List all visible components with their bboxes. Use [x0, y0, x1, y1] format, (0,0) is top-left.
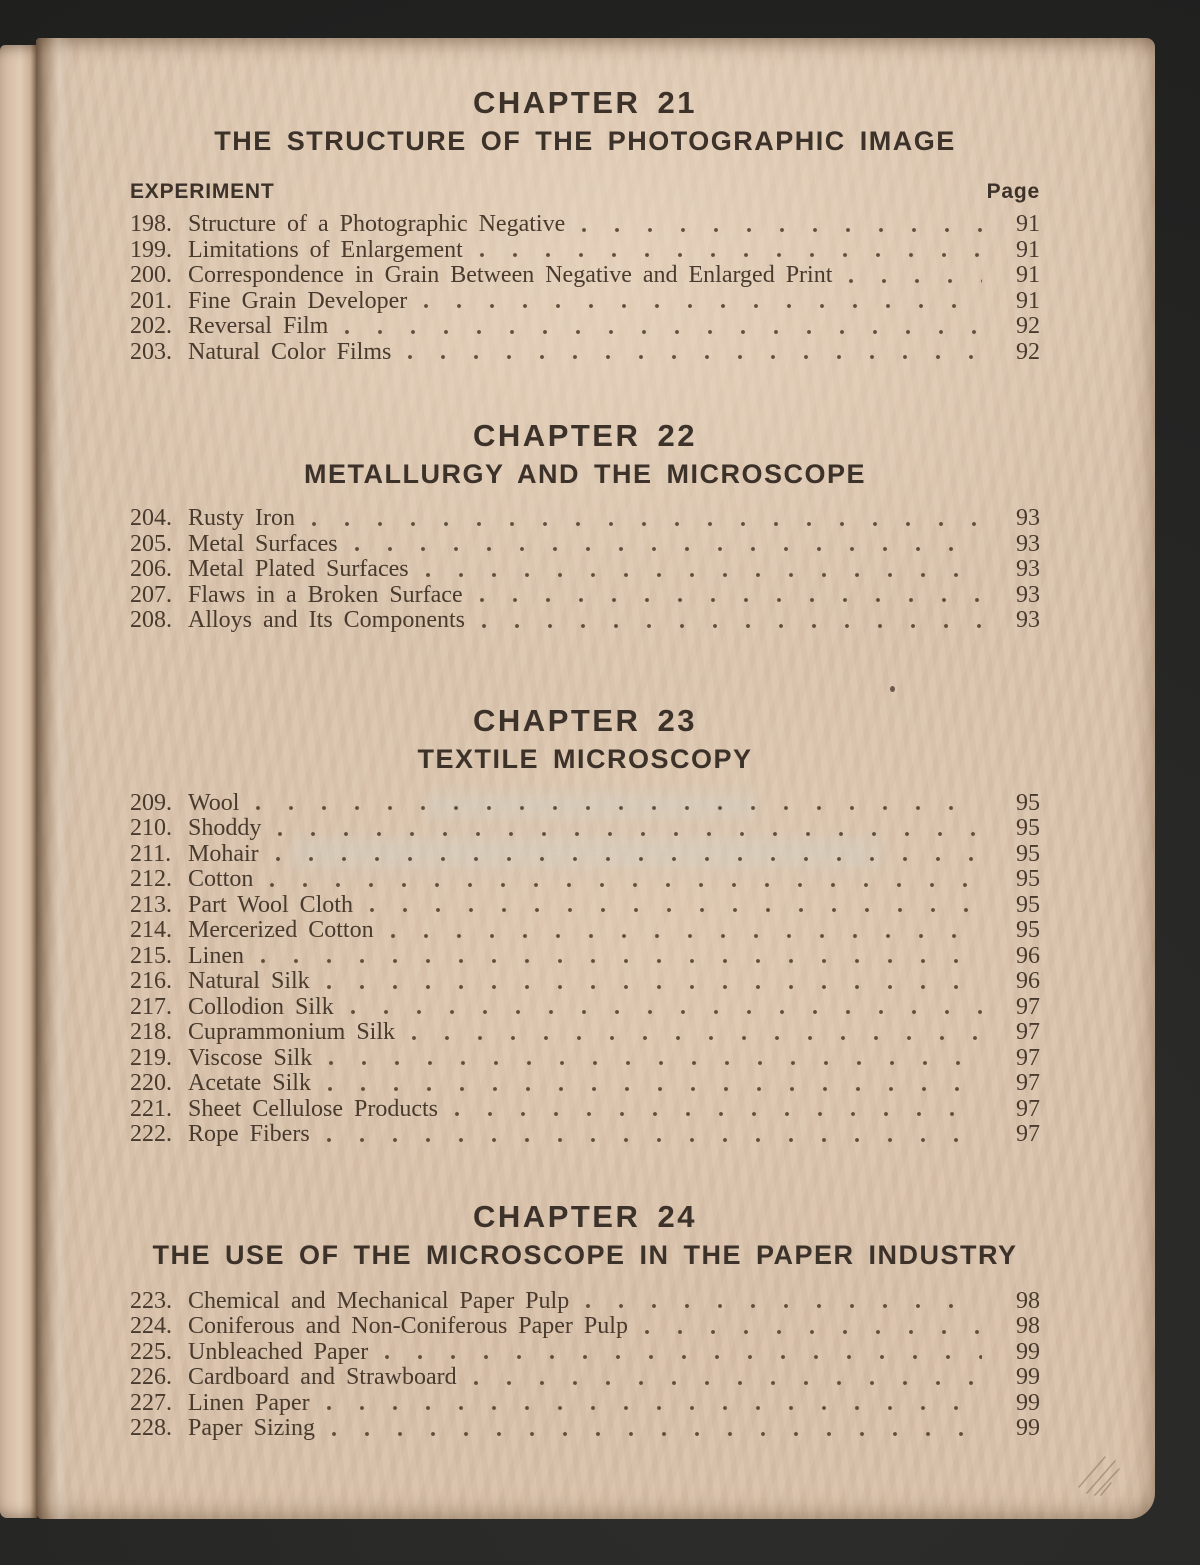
toc-entry-row [130, 212, 1040, 238]
entry-title: Cuprammonium Silk [188, 1019, 396, 1045]
toc-entry-row [130, 918, 1040, 944]
entry-number: 220. [130, 1070, 172, 1096]
dot-leader [328, 1060, 982, 1066]
entry-page-number: 93 [1016, 581, 1040, 608]
entry-number: 216. [130, 968, 172, 994]
chapter-section [130, 1198, 1040, 1442]
entry-title: Correspondence in Grain Between Negative and Enlarged Print [188, 262, 833, 288]
entry-title: Fine Grain Developer [188, 287, 408, 314]
toc-entry-row [130, 557, 1040, 583]
entry-page-number: 92 [1016, 338, 1040, 365]
dot-leader [275, 856, 982, 862]
entry-title: Part Wool Cloth [188, 891, 353, 918]
entry-number: 227. [130, 1389, 172, 1416]
entry-page-number: 93 [1016, 607, 1040, 633]
dot-leader [644, 1329, 982, 1335]
toc-entry-row [130, 867, 1040, 893]
toc-entry-row [130, 944, 1040, 970]
entry-number: 217. [130, 993, 172, 1020]
toc-entry-row [130, 1020, 1040, 1046]
entry-page-number: 99 [1016, 1338, 1040, 1365]
entry-page-number: 99 [1016, 1389, 1040, 1416]
toc-entry-row [130, 238, 1040, 264]
chapter-section [130, 84, 1040, 365]
entry-number: 222. [130, 1121, 172, 1147]
entry-page-number: 91 [1016, 287, 1040, 314]
entry-page-number: 97 [1016, 993, 1040, 1020]
toc-entry-row [130, 608, 1040, 634]
book-page [36, 38, 1155, 1519]
chapter-heading: CHAPTER 24 [473, 1198, 697, 1234]
chapter-section [130, 702, 1040, 1148]
entry-number: 204. [130, 505, 172, 531]
entry-page-number: 99 [1016, 1415, 1040, 1441]
entry-page-number: 95 [1016, 917, 1040, 943]
entry-title: Limitations of Enlargement [188, 236, 463, 263]
entry-page-number: 98 [1016, 1313, 1040, 1339]
dot-leader [331, 1431, 982, 1437]
entry-number: 212. [130, 866, 172, 892]
entry-title: Chemical and Mechanical Paper Pulp [188, 1287, 570, 1314]
entry-title: Sheet Cellulose Products [188, 1095, 438, 1122]
entry-title: Unbleached Paper [188, 1338, 369, 1365]
entry-page-number: 97 [1016, 1070, 1040, 1096]
entry-number: 206. [130, 556, 172, 582]
entry-list [130, 506, 1040, 634]
page-column-label: Page [986, 180, 1040, 203]
entry-page-number: 92 [1016, 313, 1040, 339]
entry-number: 202. [130, 313, 172, 339]
chapter-subtitle: METALLURGY AND THE MICROSCOPE [303, 459, 866, 489]
dot-leader [479, 597, 982, 603]
entry-title: Linen [188, 942, 244, 969]
toc-entry-row [130, 506, 1040, 532]
entry-page-number: 96 [1016, 968, 1040, 994]
entry-number: 219. [130, 1044, 172, 1071]
chapter-heading: CHAPTER 23 [473, 702, 697, 738]
chapter-heading: CHAPTER 22 [473, 418, 697, 453]
entry-page-number: 93 [1016, 505, 1040, 531]
entry-title: Alloys and Its Components [188, 607, 465, 633]
dot-leader [255, 805, 982, 811]
toc-entry-row [130, 1314, 1040, 1340]
dot-leader [327, 1086, 982, 1092]
entry-title: Viscose Silk [188, 1044, 313, 1071]
toc-entry-row [130, 1416, 1040, 1442]
toc-entry-row [130, 969, 1040, 995]
entry-page-number: 91 [1016, 211, 1040, 237]
gutter-crease [36, 38, 70, 1519]
dot-leader [326, 1405, 982, 1411]
entry-number: 199. [130, 236, 172, 263]
entry-number: 207. [130, 581, 172, 608]
entry-title: Natural Silk [188, 968, 310, 994]
entry-page-number: 95 [1016, 866, 1040, 892]
entry-page-number: 97 [1016, 1019, 1040, 1045]
entry-title: Metal Surfaces [188, 530, 338, 557]
toc-entry-row [130, 314, 1040, 340]
entry-page-number: 97 [1016, 1095, 1040, 1122]
entry-title: Wool [188, 789, 240, 816]
entry-title: Shoddy [188, 815, 262, 841]
entry-number: 200. [130, 262, 172, 288]
entry-number: 214. [130, 917, 172, 943]
dot-leader [344, 329, 982, 335]
toc-entry-row [130, 842, 1040, 868]
toc-entry-row [130, 532, 1040, 558]
entry-list [130, 212, 1040, 365]
toc-entry-row [130, 1391, 1040, 1417]
previous-page-edge [0, 45, 37, 1518]
toc-entry-row [130, 583, 1040, 609]
entry-title: Rusty Iron [188, 505, 295, 531]
entry-page-number: 96 [1016, 942, 1040, 969]
dot-leader [585, 1303, 982, 1309]
dot-leader [326, 1137, 982, 1143]
entry-number: 210. [130, 815, 172, 841]
chapter-section [130, 417, 1040, 634]
entry-number: 224. [130, 1313, 172, 1339]
toc-entry-row [130, 1071, 1040, 1097]
dot-leader [581, 227, 982, 233]
dot-leader [848, 278, 982, 284]
chapter-subtitle: THE USE OF THE MICROSCOPE IN THE PAPER INDUSTRY [152, 1239, 1018, 1270]
dot-leader [260, 958, 982, 964]
entry-number: 208. [130, 607, 172, 633]
chapter-subtitle: THE STRUCTURE OF THE PHOTOGRAPHIC IMAGE [214, 126, 956, 156]
toc-entry-row [130, 340, 1040, 366]
toc-entry-row [130, 995, 1040, 1021]
entry-page-number: 95 [1016, 815, 1040, 841]
entry-number: 215. [130, 942, 172, 969]
dot-leader [411, 1035, 982, 1041]
entry-number: 218. [130, 1019, 172, 1045]
entry-number: 201. [130, 287, 172, 314]
toc-entry-row [130, 791, 1040, 817]
dot-leader [454, 1111, 982, 1117]
toc-entry-row [130, 1340, 1040, 1366]
entry-title: Collodion Silk [188, 993, 334, 1020]
dot-leader [479, 252, 982, 258]
dot-leader [354, 546, 982, 552]
dot-leader [423, 303, 982, 309]
entry-page-number: 99 [1016, 1364, 1040, 1390]
entry-page-number: 95 [1016, 789, 1040, 816]
entry-page-number: 95 [1016, 840, 1040, 867]
entry-number: 221. [130, 1095, 172, 1122]
entry-title: Flaws in a Broken Surface [188, 581, 463, 608]
toc-entry-row [130, 893, 1040, 919]
entry-title: Structure of a Photographic Negative [188, 211, 566, 237]
entry-title: Linen Paper [188, 1389, 310, 1416]
entry-page-number: 93 [1016, 530, 1040, 557]
entry-number: 205. [130, 530, 172, 557]
dot-leader [326, 984, 982, 990]
dot-leader [277, 831, 982, 837]
entry-title: Metal Plated Surfaces [188, 556, 409, 582]
entry-title: Cotton [188, 866, 254, 892]
entry-page-number: 98 [1016, 1287, 1040, 1314]
entry-title: Natural Color Films [188, 338, 392, 365]
entry-title: Reversal Film [188, 313, 329, 339]
dot-leader [384, 1354, 982, 1360]
entry-title: Coniferous and Non-Coniferous Paper Pulp [188, 1313, 628, 1339]
experiment-column-label: EXPERIMENT [130, 180, 275, 203]
entry-number: 228. [130, 1415, 172, 1441]
entry-number: 223. [130, 1287, 172, 1314]
entry-list [130, 1289, 1040, 1442]
entry-page-number: 93 [1016, 556, 1040, 582]
dot-leader [425, 572, 982, 578]
entry-page-number: 91 [1016, 262, 1040, 288]
toc-entry-row [130, 1365, 1040, 1391]
entry-page-number: 91 [1016, 236, 1040, 263]
entry-title: Paper Sizing [188, 1415, 315, 1441]
entry-page-number: 97 [1016, 1044, 1040, 1071]
toc-entry-row [130, 816, 1040, 842]
entry-number: 225. [130, 1338, 172, 1365]
dot-leader [481, 623, 982, 629]
entry-number: 226. [130, 1364, 172, 1390]
entry-title: Mohair [188, 840, 259, 867]
dot-leader [407, 354, 982, 360]
toc-entry-row [130, 1289, 1040, 1315]
dot-leader [473, 1380, 982, 1386]
entry-number: 213. [130, 891, 172, 918]
corner-scribble-mark [1071, 1435, 1141, 1501]
entry-number: 209. [130, 789, 172, 816]
toc-entry-row [130, 1046, 1040, 1072]
entry-title: Acetate Silk [188, 1070, 311, 1096]
chapter-heading: CHAPTER 21 [473, 85, 697, 120]
entry-number: 198. [130, 211, 172, 237]
dot-leader [311, 521, 982, 527]
column-header-row [130, 180, 1040, 204]
dot-leader [369, 907, 982, 913]
toc-entry-row [130, 289, 1040, 315]
entry-title: Rope Fibers [188, 1121, 310, 1147]
entry-number: 211. [130, 840, 172, 867]
toc-entry-row [130, 263, 1040, 289]
dot-leader [269, 882, 982, 888]
entry-page-number: 95 [1016, 891, 1040, 918]
toc-entry-row [130, 1122, 1040, 1148]
dot-leader [350, 1009, 982, 1015]
chapter-subtitle: TEXTILE MICROSCOPY [417, 743, 753, 774]
entry-title: Cardboard and Strawboard [188, 1364, 457, 1390]
dot-leader [390, 933, 982, 939]
toc-content [130, 38, 1040, 1519]
entry-list [130, 791, 1040, 1148]
toc-entry-row [130, 1097, 1040, 1123]
entry-title: Mercerized Cotton [188, 917, 374, 943]
entry-number: 203. [130, 338, 172, 365]
entry-page-number: 97 [1016, 1121, 1040, 1147]
